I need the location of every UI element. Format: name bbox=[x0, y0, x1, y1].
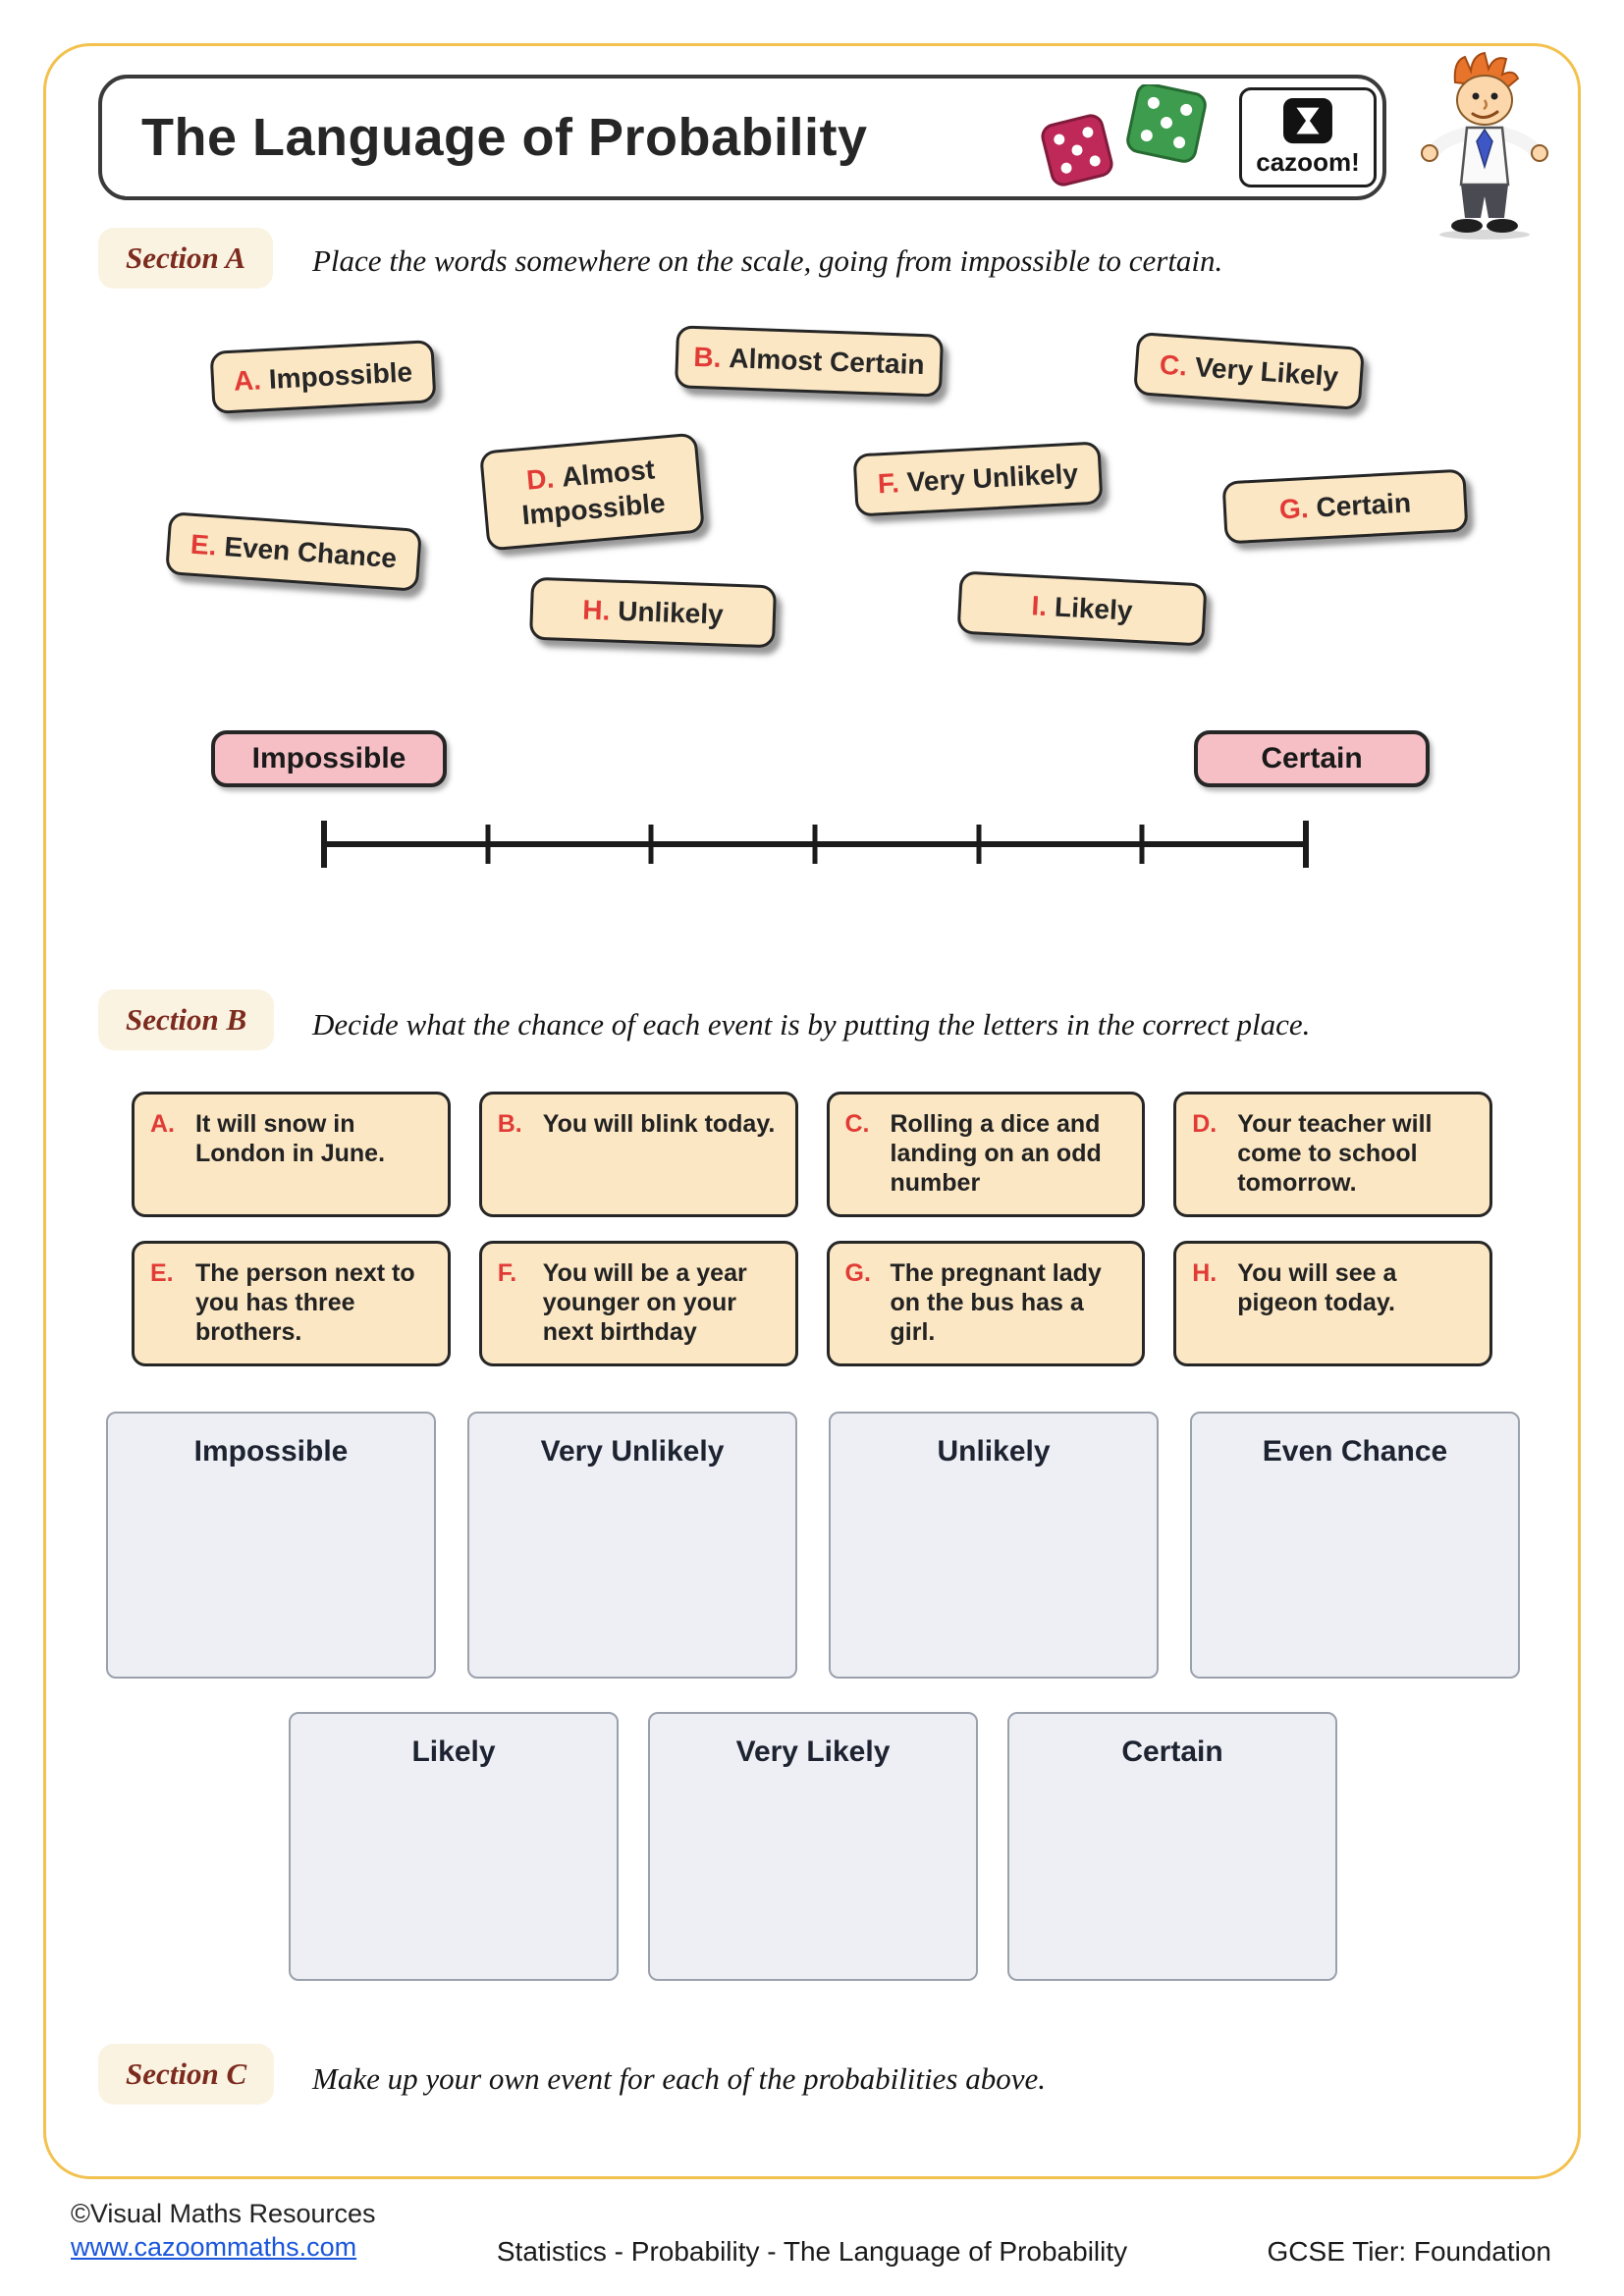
footer-breadcrumb: Statistics - Probability - The Language of Probability bbox=[496, 2236, 1128, 2267]
bin-very-likely: Very Likely bbox=[648, 1712, 978, 1981]
dice-icon bbox=[1039, 84, 1225, 194]
word-card-text: Almost Impossible bbox=[520, 454, 667, 531]
red-die-icon bbox=[1040, 113, 1113, 187]
word-card-letter: I. bbox=[1030, 590, 1048, 622]
event-letter: A. bbox=[150, 1110, 175, 1138]
word-card-text: Impossible bbox=[268, 356, 413, 395]
event-letter: E. bbox=[150, 1259, 174, 1287]
scale-label-impossible: Impossible bbox=[211, 730, 447, 787]
mascot-character-icon bbox=[1404, 49, 1561, 240]
scale-label-certain: Certain bbox=[1194, 730, 1430, 787]
answer-bins-row1 bbox=[106, 1412, 1520, 1679]
event-text: You will see a pigeon today. bbox=[1237, 1259, 1397, 1316]
word-card-f bbox=[852, 441, 1103, 516]
event-text: It will snow in London in June. bbox=[195, 1110, 386, 1167]
section-b-instruction: Decide what the chance of each event is by putting the letters in the correct place. bbox=[312, 1007, 1311, 1041]
word-card-i bbox=[956, 570, 1207, 646]
event-text: You will blink today. bbox=[542, 1110, 776, 1138]
word-card-b bbox=[675, 325, 944, 397]
event-card-e bbox=[132, 1241, 451, 1366]
word-card-letter: H. bbox=[581, 594, 611, 626]
event-text: Rolling a dice and landing on an odd number bbox=[890, 1110, 1102, 1197]
bin-very-unlikely: Very Unlikely bbox=[467, 1412, 797, 1679]
word-card-letter: F. bbox=[877, 467, 900, 500]
word-card-letter: G. bbox=[1278, 492, 1310, 525]
word-card-letter: B. bbox=[692, 341, 723, 373]
event-letter: H. bbox=[1192, 1259, 1218, 1287]
event-card-grid bbox=[132, 1092, 1492, 1366]
hourglass-icon bbox=[1281, 98, 1334, 145]
footer-tier: GCSE Tier: Foundation bbox=[1267, 2236, 1551, 2267]
word-card-letter: E. bbox=[189, 528, 218, 561]
event-letter: F. bbox=[497, 1259, 517, 1287]
event-letter: C. bbox=[844, 1110, 870, 1138]
green-die-icon bbox=[1125, 84, 1207, 164]
bin-certain: Certain bbox=[1007, 1712, 1337, 1981]
answer-bins-row2 bbox=[289, 1712, 1337, 1981]
bin-even-chance: Even Chance bbox=[1190, 1412, 1520, 1679]
word-card-h bbox=[529, 577, 777, 649]
word-card-d bbox=[479, 433, 705, 552]
bin-likely: Likely bbox=[289, 1712, 619, 1981]
bin-impossible: Impossible bbox=[106, 1412, 436, 1679]
event-card-d bbox=[1173, 1092, 1492, 1217]
word-card-letter: A. bbox=[233, 364, 262, 397]
section-a-label: Section A bbox=[98, 228, 273, 289]
word-card-letter: D. bbox=[524, 462, 556, 496]
event-card-f bbox=[479, 1241, 798, 1366]
section-c-label: Section C bbox=[98, 2044, 274, 2105]
worksheet-header bbox=[98, 75, 1386, 200]
cazoom-logo bbox=[1239, 87, 1377, 187]
probability-scale-line bbox=[293, 811, 1337, 878]
event-letter: G. bbox=[844, 1259, 871, 1287]
footer-link[interactable]: www.cazoommaths.com bbox=[71, 2232, 357, 2262]
event-card-b bbox=[479, 1092, 798, 1217]
event-letter: B. bbox=[497, 1110, 522, 1138]
page-title: The Language of Probability bbox=[141, 108, 868, 167]
word-card-text: Very Unlikely bbox=[905, 457, 1079, 498]
word-card-g bbox=[1221, 469, 1468, 545]
event-text: The pregnant lady on the bus has a girl. bbox=[890, 1259, 1102, 1346]
section-c-instruction: Make up your own event for each of the probabilities above. bbox=[312, 2061, 1046, 2096]
word-card-letter: C. bbox=[1159, 348, 1189, 382]
event-text: The person next to you has three brothers. bbox=[195, 1259, 415, 1346]
event-card-h bbox=[1173, 1241, 1492, 1366]
section-b-label: Section B bbox=[98, 989, 274, 1050]
event-card-c bbox=[827, 1092, 1146, 1217]
logo-text: cazoom! bbox=[1256, 146, 1360, 177]
word-card-text: Certain bbox=[1315, 487, 1412, 523]
event-card-g bbox=[827, 1241, 1146, 1366]
word-card-text: Even Chance bbox=[223, 531, 399, 574]
section-a-instruction: Place the words somewhere on the scale, going from impossible to certain. bbox=[312, 243, 1223, 278]
event-card-a bbox=[132, 1092, 451, 1217]
bin-unlikely: Unlikely bbox=[829, 1412, 1159, 1679]
event-text: Your teacher will come to school tomorrow. bbox=[1237, 1110, 1433, 1197]
word-card-text: Unlikely bbox=[617, 595, 725, 630]
word-card-text: Likely bbox=[1054, 591, 1134, 626]
footer-copyright: ©Visual Maths Resources bbox=[71, 2199, 376, 2228]
event-text: You will be a year younger on your next birthday bbox=[542, 1259, 747, 1346]
word-card-a bbox=[209, 340, 436, 414]
word-card-text: Very Likely bbox=[1193, 351, 1340, 393]
event-letter: D. bbox=[1192, 1110, 1218, 1138]
word-card-text: Almost Certain bbox=[728, 343, 926, 381]
